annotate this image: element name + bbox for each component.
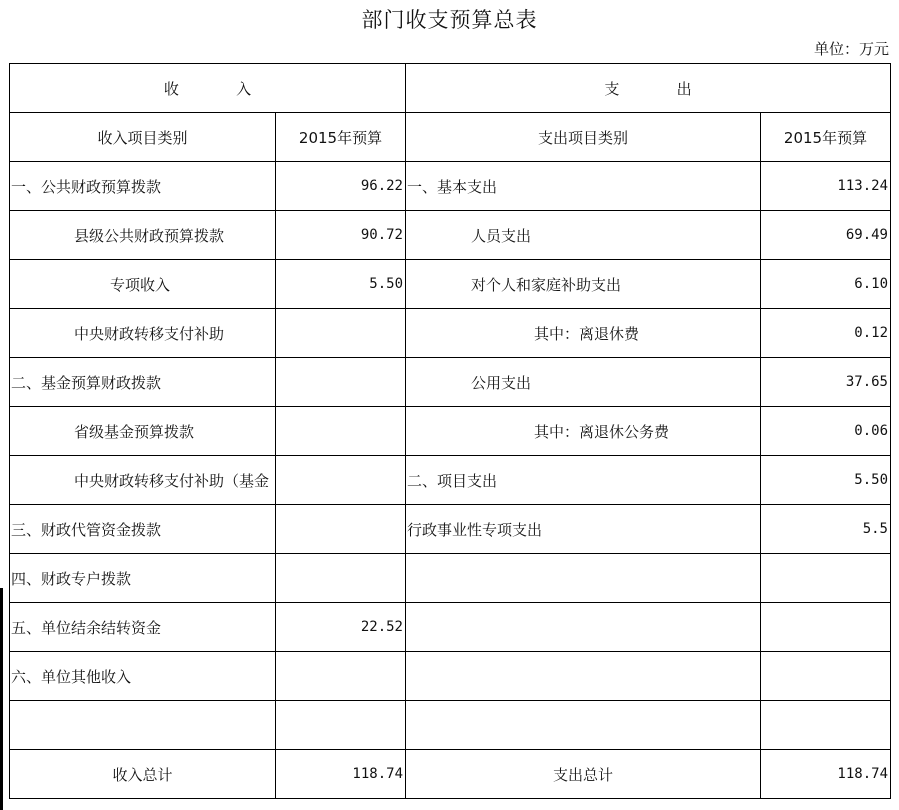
table-row (10, 603, 891, 652)
income-value (276, 358, 406, 407)
income-total-label: 收入总计 (10, 750, 276, 799)
table-row (10, 456, 891, 505)
expense-budget-header: 2015年预算 (761, 113, 891, 162)
left-edge-bar (0, 588, 3, 810)
income-item (10, 701, 276, 750)
expense-section-header (406, 64, 891, 113)
expense-value (761, 554, 891, 603)
expense-value: 5.50 (761, 456, 891, 505)
table-row (10, 407, 891, 456)
table-row (10, 505, 891, 554)
income-total-value: 118.74 (276, 750, 406, 799)
table-row (10, 554, 891, 603)
income-item: 四、财政专户拨款 (10, 554, 276, 603)
expense-item: 一、基本支出 (406, 162, 761, 211)
expense-section-header-text: 支 出 (604, 79, 692, 98)
income-value: 5.50 (276, 260, 406, 309)
table-section-header-row (10, 64, 891, 113)
expense-item: 行政事业性专项支出 (406, 505, 761, 554)
income-item: 中央财政转移支付补助（基金 (10, 456, 276, 505)
income-item: 中央财政转移支付补助 (10, 309, 276, 358)
page-title: 部门收支预算总表 (361, 8, 538, 32)
income-item: 省级基金预算拨款 (10, 407, 276, 456)
table-row (10, 701, 891, 750)
expense-value (761, 701, 891, 750)
expense-value: 37.65 (761, 358, 891, 407)
income-section-header-text: 收 入 (163, 79, 252, 98)
table-total-row (10, 750, 891, 799)
expense-item: 二、项目支出 (406, 456, 761, 505)
expense-value: 0.06 (761, 407, 891, 456)
income-item: 县级公共财政预算拨款 (10, 211, 276, 260)
expense-value: 0.12 (761, 309, 891, 358)
income-section-header (10, 64, 406, 113)
expense-item: 人员支出 (406, 211, 761, 260)
income-item: 专项收入 (10, 260, 276, 309)
expense-value: 69.49 (761, 211, 891, 260)
expense-item (406, 701, 761, 750)
expense-value (761, 652, 891, 701)
expense-item: 公用支出 (406, 358, 761, 407)
expense-value: 6.10 (761, 260, 891, 309)
income-value: 90.72 (276, 211, 406, 260)
expense-item (406, 652, 761, 701)
table-column-header-row (10, 113, 891, 162)
income-category-header: 收入项目类别 (10, 113, 276, 162)
income-item: 五、单位结余结转资金 (10, 603, 276, 652)
table-row (10, 260, 891, 309)
income-item: 三、财政代管资金拨款 (10, 505, 276, 554)
income-value (276, 701, 406, 750)
income-item: 一、公共财政预算拨款 (10, 162, 276, 211)
table-row (10, 652, 891, 701)
expense-item: 对个人和家庭补助支出 (406, 260, 761, 309)
unit-label: 单位：万元 (813, 40, 889, 58)
table-row (10, 162, 891, 211)
expense-item (406, 603, 761, 652)
expense-item: 其中：离退休费 (406, 309, 761, 358)
table-row (10, 358, 891, 407)
income-value (276, 456, 406, 505)
expense-category-header: 支出项目类别 (406, 113, 761, 162)
budget-table (9, 63, 891, 799)
income-value (276, 407, 406, 456)
table-row (10, 309, 891, 358)
income-value (276, 505, 406, 554)
income-value (276, 554, 406, 603)
expense-value: 113.24 (761, 162, 891, 211)
income-value (276, 652, 406, 701)
expense-total-value: 118.74 (761, 750, 891, 799)
income-value: 22.52 (276, 603, 406, 652)
expense-value: 5.5 (761, 505, 891, 554)
expense-total-label: 支出总计 (406, 750, 761, 799)
income-item: 六、单位其他收入 (10, 652, 276, 701)
income-value (276, 309, 406, 358)
table-row (10, 211, 891, 260)
income-budget-header: 2015年预算 (276, 113, 406, 162)
income-item: 二、基金预算财政拨款 (10, 358, 276, 407)
expense-item: 其中：离退休公务费 (406, 407, 761, 456)
income-value: 96.22 (276, 162, 406, 211)
expense-value (761, 603, 891, 652)
expense-item (406, 554, 761, 603)
